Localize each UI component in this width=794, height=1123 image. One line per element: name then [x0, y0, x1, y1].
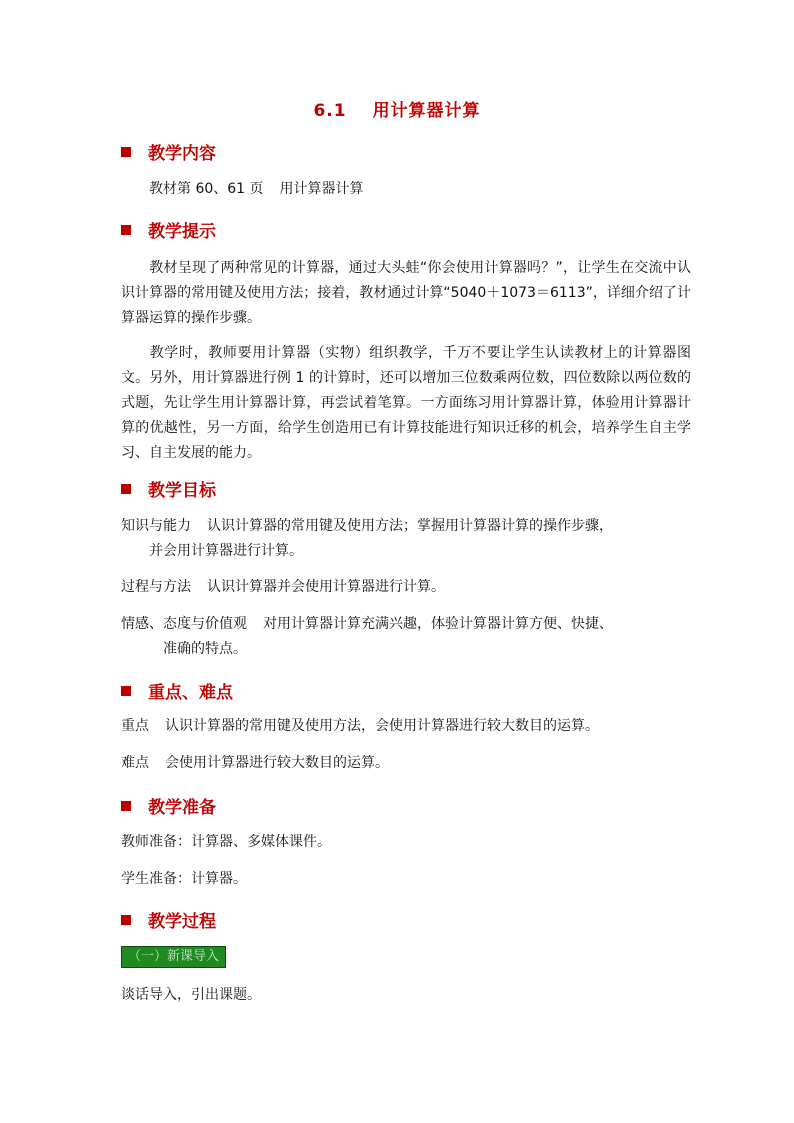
page-title [0, 96, 794, 121]
goal-emotion-cont: 准确的特点。 [163, 641, 247, 657]
title-number: 6.1 [313, 101, 347, 121]
goal-process [121, 577, 445, 598]
process-step-badge: （一）新课导入 [121, 946, 226, 968]
section-heading-key [121, 678, 233, 703]
section-heading-prep [121, 793, 216, 818]
title-text: 用计算器计算 [372, 101, 481, 121]
heading-text: 教学过程 [148, 912, 216, 932]
heading-text: 教学内容 [148, 144, 216, 164]
heading-text: 教学目标 [148, 481, 216, 501]
content-text [149, 179, 364, 200]
tips-paragraph-1 [121, 256, 691, 331]
goal-text: 认识计算器的常用键及使用方法；掌握用计算器计算的操作步骤， [207, 518, 613, 534]
difficult-point [121, 753, 389, 774]
student-prep: 学生准备：计算器。 [121, 871, 247, 887]
section-heading-tips [121, 217, 216, 242]
tips-paragraph-2-text: 教学时，教师要用计算器（实物）组织教学，千万不要让学生认读教材上的计算器图文。另外，用计算器进行例 1 的计算时，还可以增加三位数乘两位数，四位数除以两位数的式题，先让学生用计算器计算，再尝试着笔算。一方面练习用计算器计算，体验用计算器计算的优越性，另一方面，给学生创造用已有计算技能进行知识迁移的机会，培养学生自主学习、自主发展的能力。 [121, 345, 691, 461]
goal-text: 认识计算器并会使用计算器进行计算。 [207, 579, 445, 595]
square-bullet-icon [121, 915, 131, 925]
content-pages: 教材第 60、61 页 [149, 181, 264, 197]
goal-label: 过程与方法 [121, 579, 191, 595]
teacher-prep: 教师准备：计算器、多媒体课件。 [121, 834, 331, 850]
key-label: 难点 [121, 755, 149, 771]
key-text: 会使用计算器进行较大数目的运算。 [165, 755, 389, 771]
heading-text: 重点、难点 [148, 683, 233, 703]
goal-knowledge-cont: 并会用计算器进行计算。 [149, 543, 303, 559]
goal-label: 知识与能力 [121, 518, 191, 534]
section-heading-goals [121, 476, 216, 501]
square-bullet-icon [121, 147, 131, 157]
content-topic: 用计算器计算 [279, 181, 364, 197]
heading-text: 教学提示 [148, 222, 216, 242]
square-bullet-icon [121, 686, 131, 696]
heading-text: 教学准备 [148, 798, 216, 818]
goal-knowledge [121, 516, 613, 537]
goal-label: 情感、态度与价值观 [121, 616, 247, 632]
key-label: 重点 [121, 718, 149, 734]
tips-paragraph-2 [121, 341, 691, 466]
process-intro: 谈话导入，引出课题。 [121, 987, 261, 1003]
goal-emotion [121, 614, 613, 635]
tips-paragraph-1-text: 教材呈现了两种常见的计算器，通过大头蛙“你会使用计算器吗？”，让学生在交流中认识计算器的常用键及使用方法；接着，教材通过计算“5040＋1073＝6113”，详细介绍了计算器运算的操作步骤。 [121, 260, 691, 326]
section-heading-content [121, 139, 216, 164]
key-point [121, 716, 599, 737]
square-bullet-icon [121, 484, 131, 494]
section-heading-process [121, 907, 216, 932]
square-bullet-icon [121, 801, 131, 811]
goal-text: 对用计算器计算充满兴趣，体验计算器计算方便、快捷、 [263, 616, 613, 632]
square-bullet-icon [121, 225, 131, 235]
key-text: 认识计算器的常用键及使用方法，会使用计算器进行较大数目的运算。 [165, 718, 599, 734]
